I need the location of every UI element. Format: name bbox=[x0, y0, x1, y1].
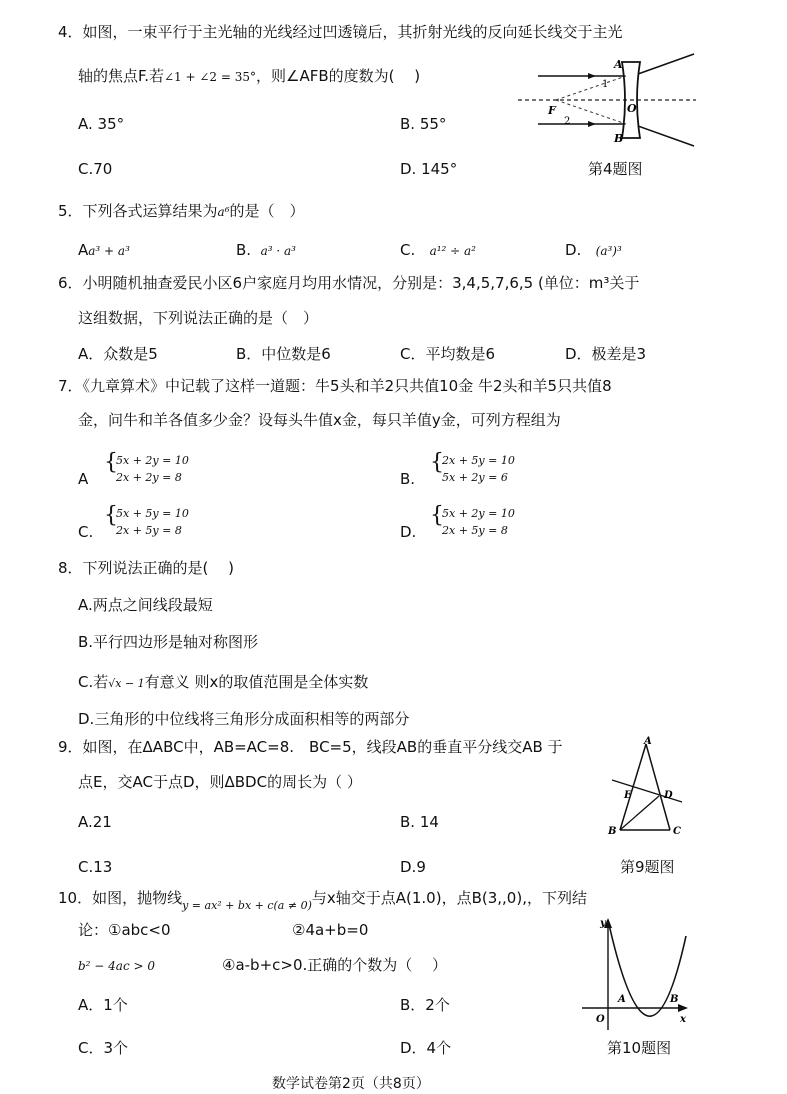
q7-option-c-label: C. bbox=[78, 523, 94, 541]
q9-label-c: C bbox=[673, 826, 681, 837]
q9-label-d: D bbox=[664, 790, 673, 801]
q7-option-c-eq2: 2x + 5y = 8 bbox=[116, 524, 182, 537]
q10-label-a: A bbox=[618, 994, 626, 1005]
q4-figure-caption: 第4题图 bbox=[588, 160, 643, 178]
page-footer: 数学试卷第2页（共8页） bbox=[272, 1076, 430, 1092]
q9-stem-line2: 点E，交AC于点D，则ΔBDC的周长为（ ） bbox=[78, 773, 362, 791]
q5-option-b bbox=[236, 240, 296, 261]
q8-option-c-prefix: C.若 bbox=[78, 673, 109, 691]
q9-option-c: C.13 bbox=[78, 858, 113, 876]
q10-stem-suffix: 与x轴交于点A(1.0)，点B(3,,0),，下列结 bbox=[311, 889, 587, 907]
q4-stem-line1: 4．如图，一束平行于主光轴的光线经过凹透镜后，其折射光线的反向延长线交于主光 bbox=[58, 23, 623, 41]
q6-option-a: A．众数是5 bbox=[78, 345, 158, 363]
q10-figure-caption: 第10题图 bbox=[607, 1039, 672, 1057]
q10-stem-line1 bbox=[58, 888, 587, 910]
q4-angle-sum: ∠1 + ∠2 = 35° bbox=[164, 70, 257, 84]
q7-option-a-label: A bbox=[78, 470, 89, 488]
q8-stem: 8．下列说法正确的是( ) bbox=[58, 559, 235, 577]
q6-option-c: C．平均数是6 bbox=[400, 345, 496, 363]
q8-option-b: B.平行四边形是轴对称图形 bbox=[78, 633, 259, 651]
q10-label-b: B bbox=[670, 994, 679, 1005]
q5-option-d-expr: (a³)³ bbox=[595, 244, 622, 258]
q4-option-d: D. 145° bbox=[400, 160, 458, 178]
q5-option-b-label: B. bbox=[236, 241, 252, 259]
q10-parabola-figure bbox=[578, 914, 690, 1034]
q5-option-c-label: C. bbox=[400, 241, 416, 259]
q4-stem-text: 轴的焦点F.若 bbox=[78, 67, 164, 85]
q10-option-c: C．3个 bbox=[78, 1039, 129, 1057]
q6-option-d: D．极差是3 bbox=[565, 345, 647, 363]
q4-question: ，则∠AFB的度数为( ) bbox=[256, 67, 421, 85]
q7-option-d-label: D. bbox=[400, 523, 417, 541]
q5-option-d-label: D. bbox=[565, 241, 582, 259]
q10-option-b: B．2个 bbox=[400, 996, 450, 1014]
q4-option-a: A. 35° bbox=[78, 115, 125, 133]
q7-option-d-eq1: 5x + 2y = 10 bbox=[442, 507, 515, 520]
q4-option-b: B. 55° bbox=[400, 115, 447, 133]
q4-lens-figure bbox=[518, 52, 696, 148]
q7-stem-line1: 7．《九章算术》中记载了这样一道题：牛5头和羊2只共值10金 牛2头和羊5只共值8 bbox=[58, 377, 612, 395]
q5-target-expr: a⁶ bbox=[217, 205, 230, 219]
q6-option-b: B．中位数是6 bbox=[236, 345, 331, 363]
q7-option-b-eq1: 2x + 5y = 10 bbox=[442, 454, 515, 467]
q8-option-c-suffix: 有意义 则x的取值范围是全体实数 bbox=[144, 673, 369, 691]
q9-label-a: A bbox=[644, 736, 652, 747]
q6-stem-line2: 这组数据，下列说法正确的是（ ） bbox=[78, 309, 319, 327]
q5-option-a-expr: a³ + a³ bbox=[88, 244, 130, 258]
q10-conclusion-4: ④a-b+c>0.正确的个数为（ ） bbox=[222, 956, 448, 974]
q10-option-d: D．4个 bbox=[400, 1039, 452, 1057]
q8-option-c bbox=[78, 672, 368, 694]
q4-label-o: O bbox=[627, 102, 637, 115]
q9-stem-line1: 9．如图，在ΔABC中，AB=AC=8. BC=5，线段AB的垂直平分线交AB 于 bbox=[58, 738, 563, 756]
q5-option-c-expr: a¹² ÷ a² bbox=[429, 244, 476, 258]
q10-discriminant-expr: b² − 4ac > 0 bbox=[78, 959, 156, 973]
q4-label-angle2: 2 bbox=[564, 116, 571, 127]
q8-option-c-radical: √x − 1 bbox=[108, 677, 145, 690]
q10-stem-prefix: 10．如图，抛物线 bbox=[58, 889, 183, 907]
q4-label-angle1: 1 bbox=[602, 79, 609, 90]
q10-label-o: O bbox=[596, 1014, 605, 1025]
q5-stem-text: 5．下列各式运算结果为 bbox=[58, 202, 218, 220]
q4-label-f: F bbox=[548, 104, 556, 117]
q5-option-b-expr: a³ · a³ bbox=[260, 244, 296, 258]
q10-option-a: A．1个 bbox=[78, 996, 128, 1014]
q9-label-b: B bbox=[608, 826, 617, 837]
q4-stem-line2 bbox=[78, 66, 420, 87]
q4-label-b: B bbox=[614, 132, 624, 145]
q5-option-a bbox=[78, 240, 130, 261]
q7-stem-line2: 金，问牛和羊各值多少金？设每头牛值x金，每只羊值y金，可列方程组为 bbox=[78, 411, 561, 429]
q4-label-a: A bbox=[614, 58, 623, 71]
q7-option-c-eq1: 5x + 5y = 10 bbox=[116, 507, 189, 520]
q7-option-b-label: B. bbox=[400, 470, 416, 488]
q9-label-e: E bbox=[624, 790, 632, 801]
q7-option-b-eq2: 5x + 2y = 6 bbox=[442, 471, 508, 484]
q10-conclusion-3 bbox=[78, 955, 155, 976]
q10-parabola-expr: y = ax² + bx + c(a ≠ 0) bbox=[182, 899, 312, 912]
q9-triangle-figure bbox=[604, 736, 688, 840]
q10-label-x: x bbox=[680, 1014, 686, 1025]
q9-option-d: D.9 bbox=[400, 858, 426, 876]
q9-option-a: A.21 bbox=[78, 813, 112, 831]
q7-option-d-eq2: 2x + 5y = 8 bbox=[442, 524, 508, 537]
q8-option-d: D.三角形的中位线将三角形分成面积相等的两部分 bbox=[78, 710, 410, 728]
q8-option-a: A.两点之间线段最短 bbox=[78, 596, 213, 614]
q9-figure-caption: 第9题图 bbox=[620, 858, 675, 876]
q5-question: 的是（ ） bbox=[229, 202, 305, 220]
q9-option-b: B. 14 bbox=[400, 813, 439, 831]
q5-stem bbox=[58, 201, 305, 222]
q10-conclusion-2: ②4a+b=0 bbox=[292, 921, 369, 939]
q7-option-a-eq1: 5x + 2y = 10 bbox=[116, 454, 189, 467]
q6-stem-line1: 6．小明随机抽查爱民小区6户家庭月均用水情况，分别是：3,4,5,7,6,5 (单位：m³关于 bbox=[58, 274, 640, 292]
q4-option-c: C.70 bbox=[78, 160, 113, 178]
q5-option-a-label: A bbox=[78, 241, 89, 259]
q5-option-c bbox=[400, 240, 476, 261]
q10-conclusion-1: 论：①abc<0 bbox=[78, 921, 171, 939]
q7-option-a-eq2: 2x + 2y = 8 bbox=[116, 471, 182, 484]
q10-label-y: y bbox=[600, 918, 606, 929]
q5-option-d bbox=[565, 240, 622, 261]
